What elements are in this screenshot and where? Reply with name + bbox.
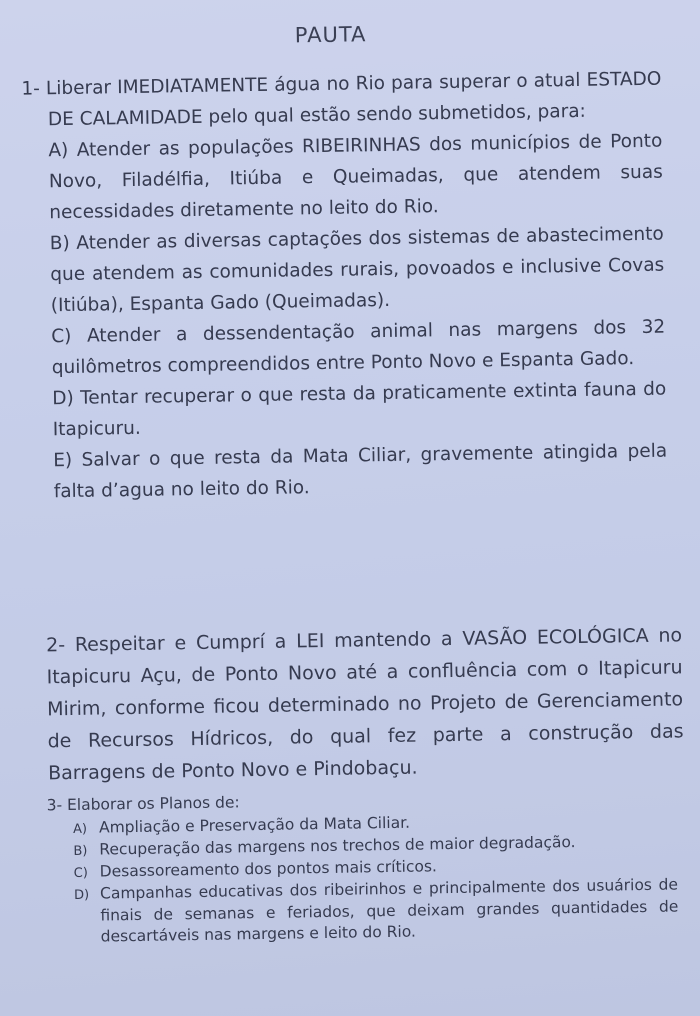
item-label: C) [73, 865, 89, 881]
section-3 [46, 785, 678, 948]
section-1-item-c: C) Atender a dessendentação animal nas margens dos 32 quilômetros compreendidos entre Ponto Novo e Espanta Gado. [51, 316, 666, 379]
item-text: Recuperação das margens nos trechos de maior degradação. [99, 833, 576, 859]
section-1-item-b: B) Atender as diversas captações dos sistemas de abastecimento que atendem as comunidades rurais, povoados e inclusive Covas (Itiúba), Espanta Gado (Queimadas). [49, 223, 665, 317]
section-1 [21, 64, 668, 508]
section-2-text: 2- Respeitar e Cumprí a LEI mantendo a VASÃO ECOLÓGICA no Itapicuru Açu, de Ponto Novo até a confluência com o Itapicuru Mirim, conforme ficou determinado no Projeto de Gerenciamento de Recursos Hídricos, do qual fez parte a construção das Barragens de Ponto Novo e Pindobaçu. [45, 624, 684, 785]
section-2 [46, 619, 684, 789]
item-label: D) [73, 887, 90, 903]
item-label: A) [72, 821, 88, 837]
item-text: Campanhas educativas dos ribeirinhos e principalmente dos usuários de finais de semanas e feriados, que deixam grandes quantidades de descartáveis nas margens e leito do Rio. [99, 875, 679, 946]
section-3-item-d [48, 874, 679, 948]
section-1-item-e: E) Salvar o que resta da Mata Ciliar, gravemente atingida pela falta d’agua no leito do Rio. [53, 440, 668, 503]
item-text: Desassoreamento dos pontos mais críticos. [99, 857, 438, 881]
item-label: B) [73, 843, 88, 859]
section-3-heading: 3- Elaborar os Planos de: [46, 793, 240, 815]
section-1-item-d: D) Tentar recuperar o que resta da praticamente extinta fauna do Itapicuru. [52, 378, 667, 441]
section-1-item-a: A) Atender as populações RIBEIRINHAS dos municípios de Ponto Novo, Filadélfia, Itiúba e Queimadas, que atendem suas necessidades diretamente no leito do Rio. [48, 130, 663, 224]
item-text: Ampliação e Preservação da Mata Ciliar. [98, 813, 411, 837]
document-title: PAUTA [294, 22, 367, 48]
section-1-heading: 1- Liberar IMEDIATAMENTE água no Rio para superar o atual ESTADO DE CALAMIDADE pelo qual estão sendo submetidos, para: [21, 68, 662, 131]
